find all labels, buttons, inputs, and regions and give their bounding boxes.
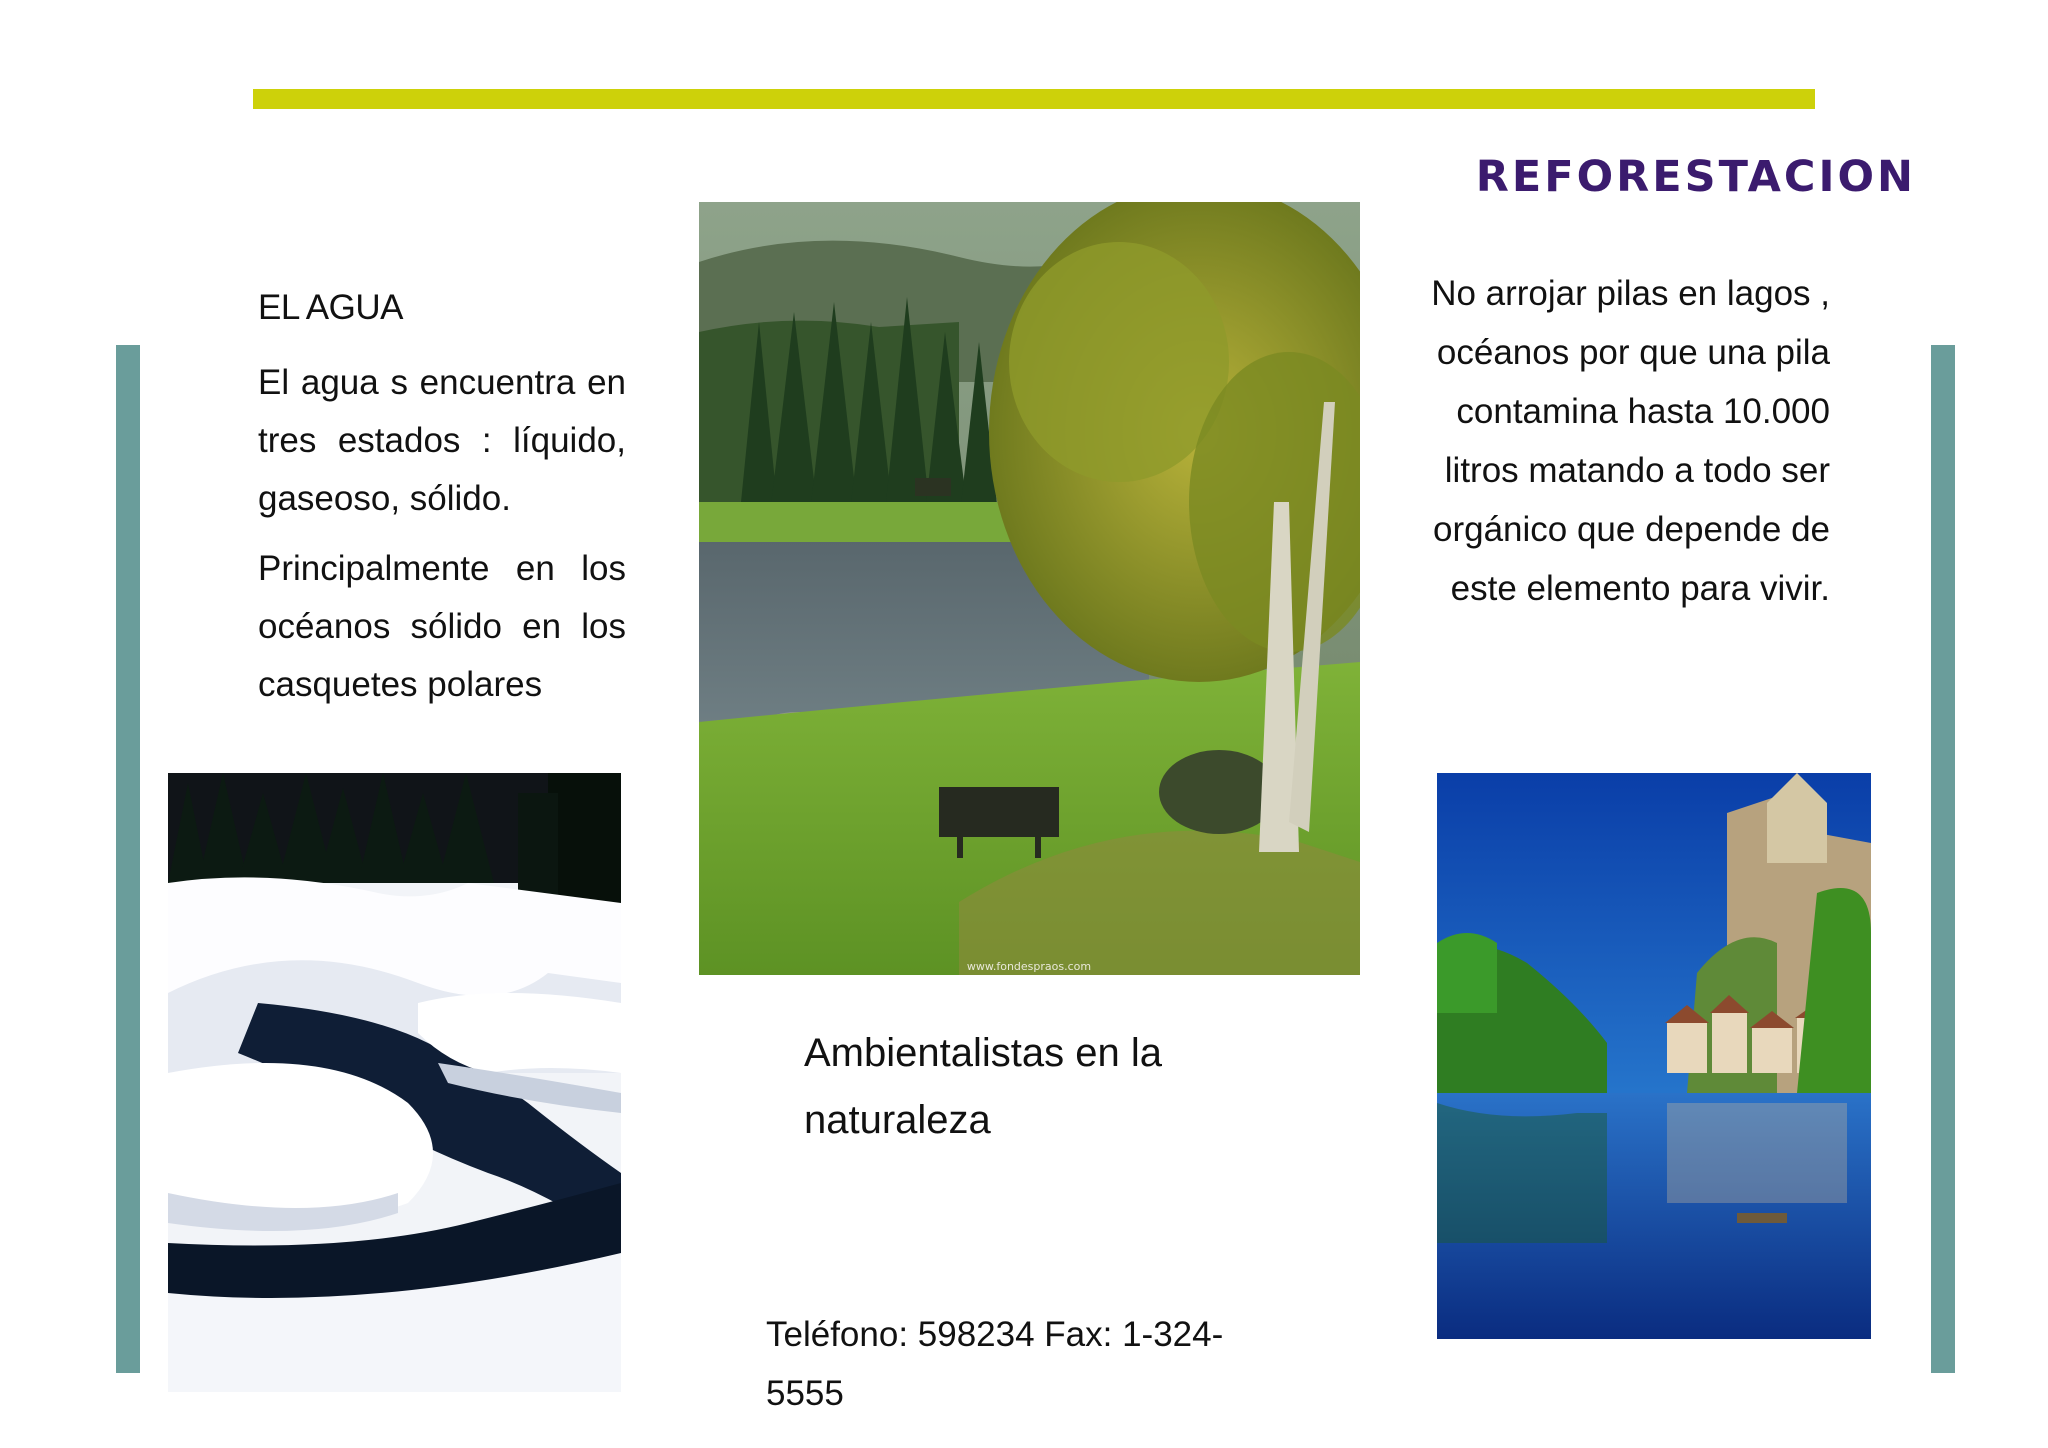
top-accent-bar <box>253 89 1815 109</box>
center-caption: Ambientalistas en la naturaleza <box>804 1031 1162 1142</box>
page-title: REFORESTACION <box>1475 152 1916 202</box>
left-paragraph-1: El agua s encuentra en tres estados : líquido, gaseoso, sólido. <box>258 363 626 518</box>
right-side-bar <box>1931 345 1955 1373</box>
park-lake-photo <box>699 202 1360 975</box>
left-side-bar <box>116 345 140 1373</box>
contact-info: Teléfono: 598234 Fax: 1-324-5555 <box>766 1315 1224 1413</box>
snow-stream-photo <box>168 773 621 1392</box>
right-paragraph: No arrojar pilas en lagos , océanos por que una pila contamina hasta 10.000 litros matando a todo ser orgánico que depende de este elemento para vivir. <box>1431 274 1830 608</box>
left-paragraph-2: Principalmente en los océanos sólido en los casquetes polares <box>258 549 626 704</box>
photo-watermark: www.fondespraos.com <box>966 960 1092 973</box>
river-village-photo <box>1437 773 1871 1339</box>
left-heading: EL AGUA <box>258 288 403 327</box>
